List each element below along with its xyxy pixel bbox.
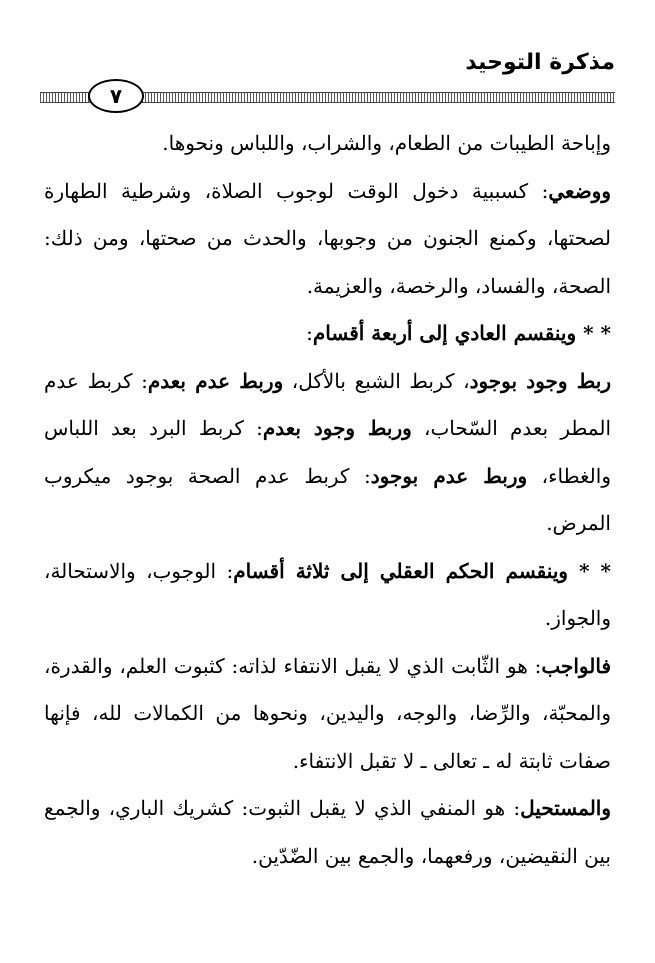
page-number: ٧: [88, 79, 144, 113]
paragraph: فالواجب: هو الثّابت الذي لا يقبل الانتفاء لذاته: كثبوت العلم، والقدرة، والمحبّة، والرِّضا، والوجه، واليدين، ونحوها من الكمالات لله، فإنها صفات ثابتة له ـ تعالى ـ لا تقبل الانتفاء.: [44, 653, 611, 773]
term: والمستحيل: [520, 796, 611, 820]
term: وربط وجود بعدم: [262, 416, 412, 440]
term: وربط عدم بعدم: [147, 368, 284, 393]
section-heading: * * وينقسم الحكم العقلي إلى ثلاثة أقسام: الوجوب، والاستحالة، والجواز.: [44, 558, 612, 630]
term: فالواجب: [541, 653, 611, 678]
page-body: [44, 120, 611, 880]
page-header: [40, 46, 615, 116]
paragraph: والمستحيل: هو المنفي الذي لا يقبل الثبوت: كشريك الباري، والجمع بين النقيضين، ورفعهما، والجمع بين الضّدّين.: [44, 796, 611, 868]
term: ووضعي: [548, 178, 611, 203]
paragraph: ووضعي: كسببية دخول الوقت لوجوب الصلاة، وشرطية الطهارة لصحتها، وكمنع الجنون من وجوبها، والحدث من صحتها، ومن ذلك: الصحة، والفساد، والرخصة، والعزيمة.: [44, 178, 611, 298]
term: ربط وجود بوجود: [469, 368, 611, 393]
paragraph: وإباحة الطيبات من الطعام، والشراب، واللباس ونحوها.: [162, 131, 611, 155]
term: وربط عدم بوجود: [370, 463, 528, 488]
book-title: مذكرة التوحيد: [465, 50, 615, 75]
paragraph: ربط وجود بوجود، كربط الشبع بالأكل، وربط عدم بعدم: كربط عدم المطر بعدم السّحاب، وربط وجود بعدم: كربط البرد بعد اللباس والغطاء، وربط عدم بوجود: كربط عدم الصحة بوجود ميكروب المرض.: [44, 368, 611, 535]
section-heading: * * وينقسم العادي إلى أربعة أقسام:: [306, 321, 611, 345]
